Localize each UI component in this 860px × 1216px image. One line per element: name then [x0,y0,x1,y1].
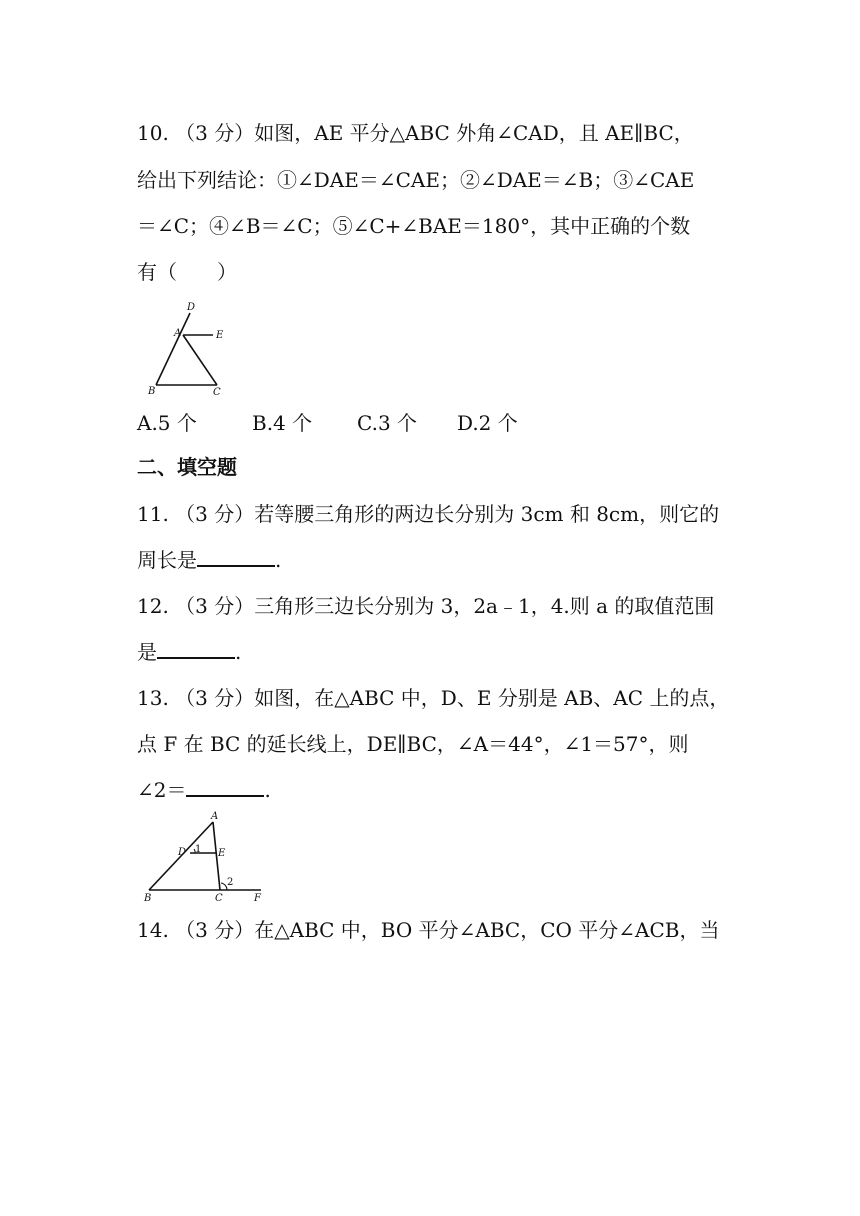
q10-options [137,409,518,437]
q11-end: . [275,548,282,572]
q13-label-a: A [211,811,219,822]
section-title: 二、填空题 [137,455,237,479]
q12-line-2 [137,638,727,666]
q10-label-b: B [148,386,156,397]
q13-label-d: D [178,847,187,858]
q13-line-2: 点 F 在 BC 的延长线上，DE∥BC，∠A＝44°，∠1＝57°，则 [137,732,689,756]
q10-option-a[interactable]: A.5 个 [137,411,197,435]
q10-label-e: E [216,330,224,341]
q10-line-2: 给出下列结论：①∠DAE＝∠CAE；②∠DAE＝∠B；③∠CAE [137,168,695,192]
q10-label-d: D [187,302,196,313]
q13-label-e: E [218,848,226,859]
q13-figure [143,808,273,904]
q10-option-b[interactable]: B.4 个 [252,411,313,435]
q13-label-2: 2 [227,877,234,888]
q10-option-c[interactable]: C.3 个 [357,411,418,435]
q10-line-3: ＝∠C；④∠B＝∠C；⑤∠C+∠BAE＝180°，其中正确的个数 [137,214,691,238]
q10-label-a: A [174,328,182,339]
q12-end: . [235,640,242,664]
q13-line-1: 13. （3 分）如图，在△ABC 中，D、E 分别是 AB、AC 上的点， [137,686,730,710]
q13-prefix: ∠2＝ [137,778,187,802]
q13-line-3 [137,776,727,804]
q13-label-b: B [144,893,152,904]
q10-label-c: C [213,387,221,398]
q10-option-d[interactable]: D.2 个 [457,411,518,435]
q13-end: . [264,778,271,802]
q12-prefix: 是 [137,640,157,664]
q11-answer-blank[interactable] [197,547,275,567]
q13-label-f: F [254,893,261,904]
q13-label-1: 1 [195,844,202,855]
q10-line-bd [156,313,190,385]
q13-label-c: C [215,893,223,904]
q14-line-1: 14. （3 分）在△ABC 中，BO 平分∠ABC，CO 平分∠ACB，当 [137,918,720,942]
q13-answer-blank[interactable] [186,777,264,797]
q10-line-1: 10. （3 分）如图，AE 平分△ABC 外角∠CAD，且 AE∥BC， [137,121,694,145]
q10-figure [140,298,240,398]
q12-line-1: 12. （3 分）三角形三边长分别为 3，2a﹣1，4.则 a 的取值范围 [137,594,715,618]
q11-prefix: 周长是 [137,548,197,572]
q10-line-ac [183,335,217,385]
q11-line-1: 11. （3 分）若等腰三角形的两边长分别为 3cm 和 8cm，则它的 [137,502,720,526]
q10-line-4: 有（ ） [137,260,237,284]
q11-line-2 [137,546,727,574]
q12-answer-blank[interactable] [157,639,235,659]
